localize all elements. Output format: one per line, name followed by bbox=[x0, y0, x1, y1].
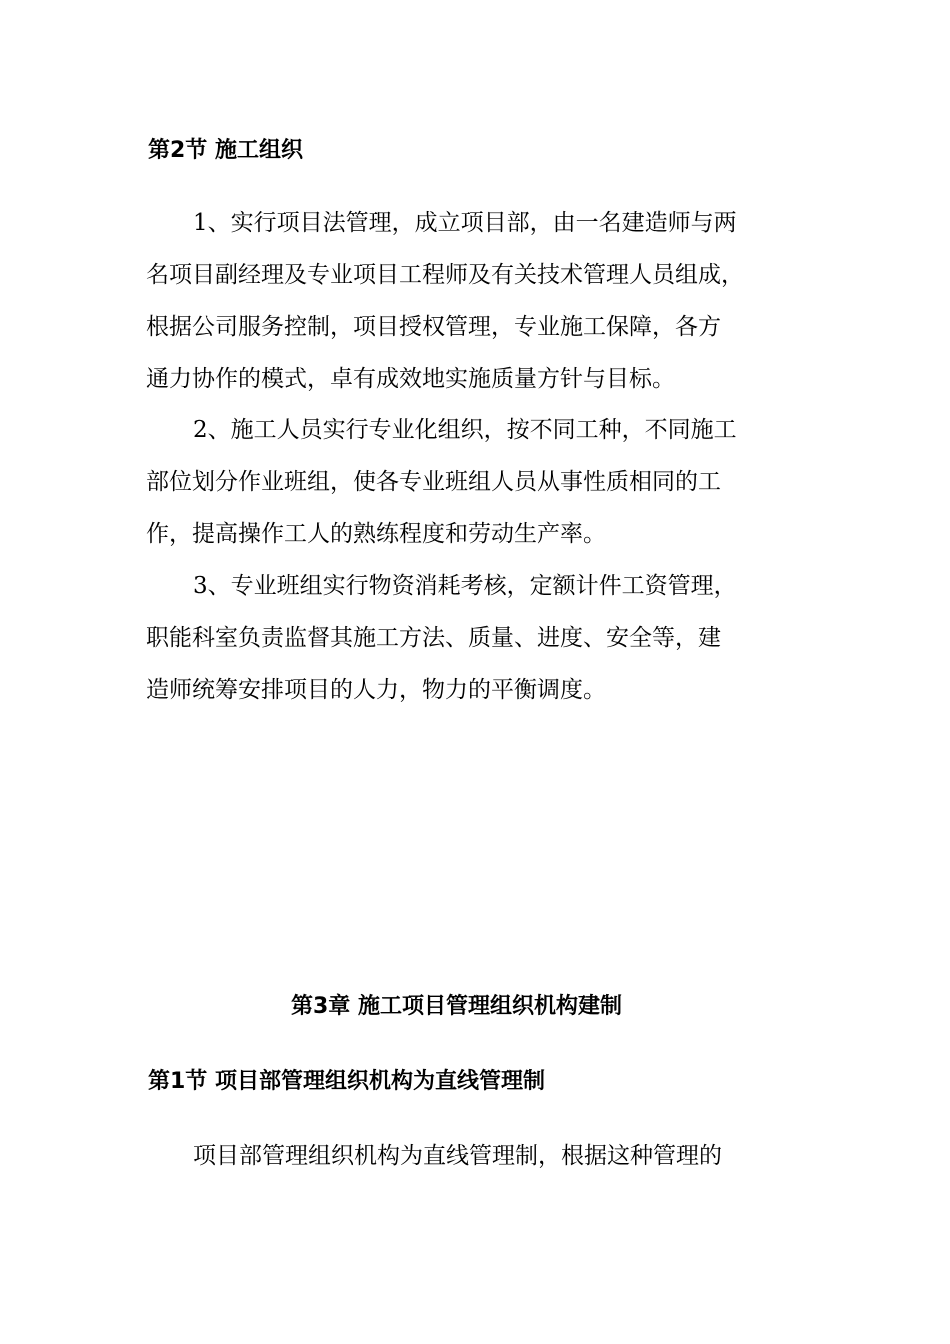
paragraph-line: 1、实行项目法管理，成立项目部，由一名建造师与两 bbox=[193, 210, 737, 236]
paragraph-line: 作，提高操作工人的熟练程度和劳动生产率。 bbox=[146, 521, 606, 547]
paragraph-line: 名项目副经理及专业项目工程师及有关技术管理人员组成， bbox=[146, 262, 744, 288]
paragraph-line: 部位划分作业班组，使各专业班组人员从事性质相同的工 bbox=[146, 469, 721, 495]
paragraph-project-management bbox=[146, 197, 806, 405]
chapter-heading: 第3章 施工项目管理组织机构建制 bbox=[291, 994, 622, 1019]
paragraph-linear-management bbox=[146, 1130, 806, 1182]
paragraph-line: 职能科室负责监督其施工方法、质量、进度、安全等，建 bbox=[146, 625, 721, 651]
section-heading: 第1节 项目部管理组织机构为直线管理制 bbox=[148, 1069, 545, 1094]
paragraph-assessment bbox=[146, 560, 806, 716]
paragraph-line: 通力协作的模式，卓有成效地实施质量方针与目标。 bbox=[146, 366, 675, 392]
paragraph-line: 2、施工人员实行专业化组织，按不同工种，不同施工 bbox=[193, 417, 737, 443]
paragraph-line: 根据公司服务控制，项目授权管理，专业施工保障，各方 bbox=[146, 314, 721, 340]
paragraph-specialized-teams bbox=[146, 404, 806, 560]
section-heading: 第2节 施工组织 bbox=[148, 138, 303, 163]
paragraph-line: 项目部管理组织机构为直线管理制，根据这种管理的 bbox=[193, 1143, 722, 1169]
paragraph-line: 3、专业班组实行物资消耗考核，定额计件工资管理， bbox=[193, 573, 737, 599]
paragraph-line: 造师统筹安排项目的人力，物力的平衡调度。 bbox=[146, 677, 606, 703]
